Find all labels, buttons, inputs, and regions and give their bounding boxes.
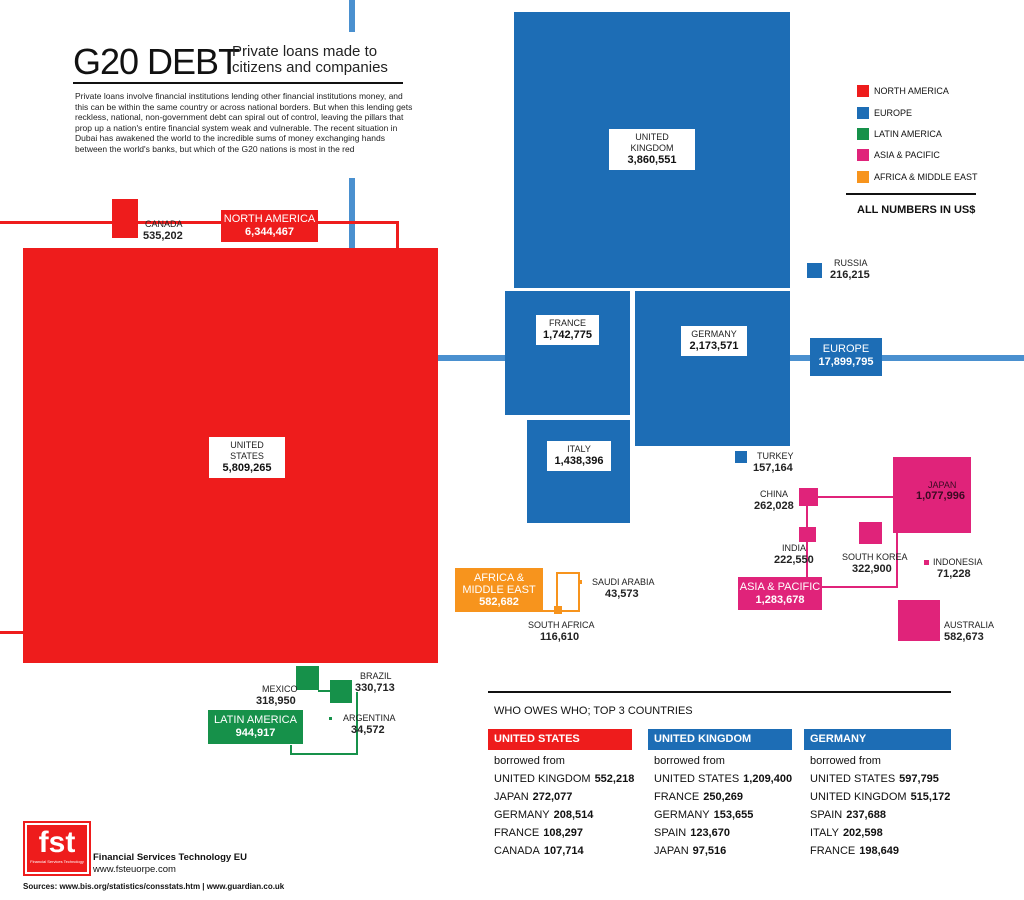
country-name-saudi-arabia: SAUDI ARABIA bbox=[592, 577, 655, 587]
fst-logo-subtext: Financial Services Technology bbox=[30, 859, 84, 864]
connector-asia-3 bbox=[822, 586, 898, 588]
list-item: UNITED STATES 1,209,400 bbox=[654, 773, 793, 785]
country-name-australia: AUSTRALIA bbox=[944, 620, 995, 630]
country-block-brazil bbox=[330, 680, 352, 703]
country-block-australia bbox=[898, 600, 940, 641]
page-subtitle: Private loans made to citizens and companies bbox=[232, 43, 388, 76]
country-value-indonesia: 71,228 bbox=[937, 568, 971, 580]
borrowed-label: borrowed from bbox=[494, 755, 565, 767]
connector-na-right bbox=[318, 221, 399, 224]
country-block-south-korea bbox=[859, 522, 882, 544]
country-block-russia bbox=[807, 263, 822, 278]
fst-logo-text: fst bbox=[38, 826, 76, 859]
country-block-india bbox=[799, 527, 816, 542]
country-value-south-korea: 322,900 bbox=[852, 563, 892, 575]
list-item: JAPAN 97,516 bbox=[654, 845, 727, 857]
connector-latam-4 bbox=[318, 690, 330, 692]
country-name-mexico: MEXICO bbox=[262, 684, 298, 694]
connector-asia-2 bbox=[806, 504, 808, 580]
country-value-turkey: 157,164 bbox=[753, 462, 793, 474]
connector-na-down bbox=[396, 221, 399, 249]
legend-swatch-europe bbox=[857, 107, 869, 119]
country-name-brazil: BRAZIL bbox=[360, 671, 392, 681]
country-label-united-kingdom: UNITED KINGDOM 3,860,551 bbox=[609, 129, 695, 170]
intro-paragraph: Private loans involve financial institutions lending other financial institutions money, and this can be within the same country or across national borders. But when this lending gets reckless, national, non-government debt can spiral out of control, leaving the pillars that prop up a nation's entire financial system weak and vulnerable. The recent situation in Dubai has awakened the world to the incredible sums of money exchanging hands between the world's banks, but which of the G20 nations is most in the red bbox=[75, 91, 413, 154]
list-item: JAPAN 272,077 bbox=[494, 791, 573, 803]
country-block-mexico bbox=[296, 666, 319, 690]
country-value-brazil: 330,713 bbox=[355, 682, 395, 694]
legend-swatch-africa-me bbox=[857, 171, 869, 183]
connector-mid-blue bbox=[349, 178, 355, 248]
country-value-canada: 535,202 bbox=[143, 230, 183, 242]
who-owes-title: WHO OWES WHO; TOP 3 COUNTRIES bbox=[494, 705, 693, 717]
country-value-japan: 1,077,996 bbox=[916, 490, 965, 502]
footer-company: Financial Services Technology EU bbox=[93, 852, 247, 863]
who-owes-rule bbox=[488, 691, 951, 693]
list-item: FRANCE 250,269 bbox=[654, 791, 743, 803]
country-name-south-africa: SOUTH AFRICA bbox=[528, 620, 595, 630]
list-item: UNITED KINGDOM 515,172 bbox=[810, 791, 951, 803]
country-name-indonesia: INDONESIA bbox=[933, 557, 983, 567]
country-value-saudi-arabia: 43,573 bbox=[605, 588, 639, 600]
region-asia-pacific: ASIA & PACIFIC 1,283,678 bbox=[738, 577, 822, 610]
who-owes-column-germany bbox=[810, 752, 950, 860]
country-block-italy bbox=[527, 420, 630, 523]
fst-logo bbox=[23, 821, 91, 876]
region-europe: EUROPE 17,899,795 bbox=[810, 338, 882, 376]
country-block-turkey bbox=[735, 451, 747, 463]
country-label-germany: GERMANY 2,173,571 bbox=[681, 326, 747, 356]
country-name-china: CHINA bbox=[760, 489, 789, 499]
country-block-indonesia bbox=[924, 560, 929, 565]
legend-swatch-latin-america bbox=[857, 128, 869, 140]
borrowed-label: borrowed from bbox=[654, 755, 725, 767]
list-item: FRANCE 108,297 bbox=[494, 827, 583, 839]
connector-top-blue bbox=[349, 0, 355, 32]
country-name-canada: CANADA bbox=[145, 219, 183, 229]
who-owes-header-us: UNITED STATES bbox=[488, 729, 632, 750]
country-name-india: INDIA bbox=[782, 543, 807, 553]
connector-latam-2 bbox=[290, 753, 358, 755]
list-item: SPAIN 123,670 bbox=[654, 827, 730, 839]
country-name-argentina: ARGENTINA bbox=[343, 713, 396, 723]
who-owes-header-germany: GERMANY bbox=[804, 729, 951, 750]
list-item: SPAIN 237,688 bbox=[810, 809, 886, 821]
country-name-south-korea: SOUTH KOREA bbox=[842, 552, 908, 562]
list-item: FRANCE 198,649 bbox=[810, 845, 899, 857]
connector-na-bottom-left bbox=[0, 631, 23, 634]
country-block-south-africa bbox=[554, 606, 562, 614]
country-block-china bbox=[799, 488, 818, 506]
country-value-russia: 216,215 bbox=[830, 269, 870, 281]
region-north-america: NORTH AMERICA 6,344,467 bbox=[221, 210, 318, 242]
connector-asia-1 bbox=[818, 496, 894, 498]
country-block-germany bbox=[635, 291, 790, 446]
country-label-italy: ITALY 1,438,396 bbox=[547, 441, 611, 471]
connector-europe-left bbox=[438, 355, 506, 361]
list-item: ITALY 202,598 bbox=[810, 827, 883, 839]
country-block-canada bbox=[112, 199, 138, 238]
footer-sources: Sources: www.bis.org/statistics/consstats.htm | www.guardian.co.uk bbox=[23, 882, 285, 891]
legend-swatch-north-america bbox=[857, 85, 869, 97]
who-owes-column-uk bbox=[654, 752, 792, 860]
connector-na-left bbox=[0, 221, 112, 224]
footer-url[interactable]: www.fsteuorpe.com bbox=[93, 864, 176, 875]
connector-africa-2 bbox=[556, 572, 580, 574]
region-africa-me: AFRICA & MIDDLE EAST 582,682 bbox=[455, 568, 543, 612]
list-item: CANADA 107,714 bbox=[494, 845, 584, 857]
list-item: UNITED STATES 597,795 bbox=[810, 773, 939, 785]
legend-swatch-asia-pacific bbox=[857, 149, 869, 161]
country-name-japan: JAPAN bbox=[928, 480, 957, 490]
page-title: G20 DEBT bbox=[73, 41, 240, 82]
list-item: GERMANY 208,514 bbox=[494, 809, 594, 821]
legend-note: ALL NUMBERS IN US$ bbox=[857, 204, 976, 216]
country-value-south-africa: 116,610 bbox=[540, 631, 580, 643]
country-value-china: 262,028 bbox=[754, 500, 794, 512]
country-value-australia: 582,673 bbox=[944, 631, 984, 643]
country-value-india: 222,550 bbox=[774, 554, 814, 566]
legend-rule bbox=[846, 193, 976, 195]
list-item: UNITED KINGDOM 552,218 bbox=[494, 773, 635, 785]
title-rule bbox=[73, 82, 403, 84]
list-item: GERMANY 153,655 bbox=[654, 809, 754, 821]
country-value-argentina: 34,572 bbox=[351, 724, 385, 736]
country-name-turkey: TURKEY bbox=[757, 451, 794, 461]
country-label-france: FRANCE 1,742,775 bbox=[536, 315, 599, 345]
country-block-argentina bbox=[329, 717, 332, 720]
who-owes-column-us bbox=[494, 752, 634, 860]
country-block-france bbox=[505, 291, 630, 415]
who-owes-header-uk: UNITED KINGDOM bbox=[648, 729, 792, 750]
borrowed-label: borrowed from bbox=[810, 755, 881, 767]
region-latin-america: LATIN AMERICA 944,917 bbox=[208, 710, 303, 744]
country-label-united-states: UNITED STATES 5,809,265 bbox=[209, 437, 285, 478]
connector-africa-3 bbox=[578, 572, 580, 612]
country-value-mexico: 318,950 bbox=[256, 695, 296, 707]
country-block-saudi-arabia bbox=[578, 580, 582, 584]
country-name-russia: RUSSIA bbox=[834, 258, 868, 268]
